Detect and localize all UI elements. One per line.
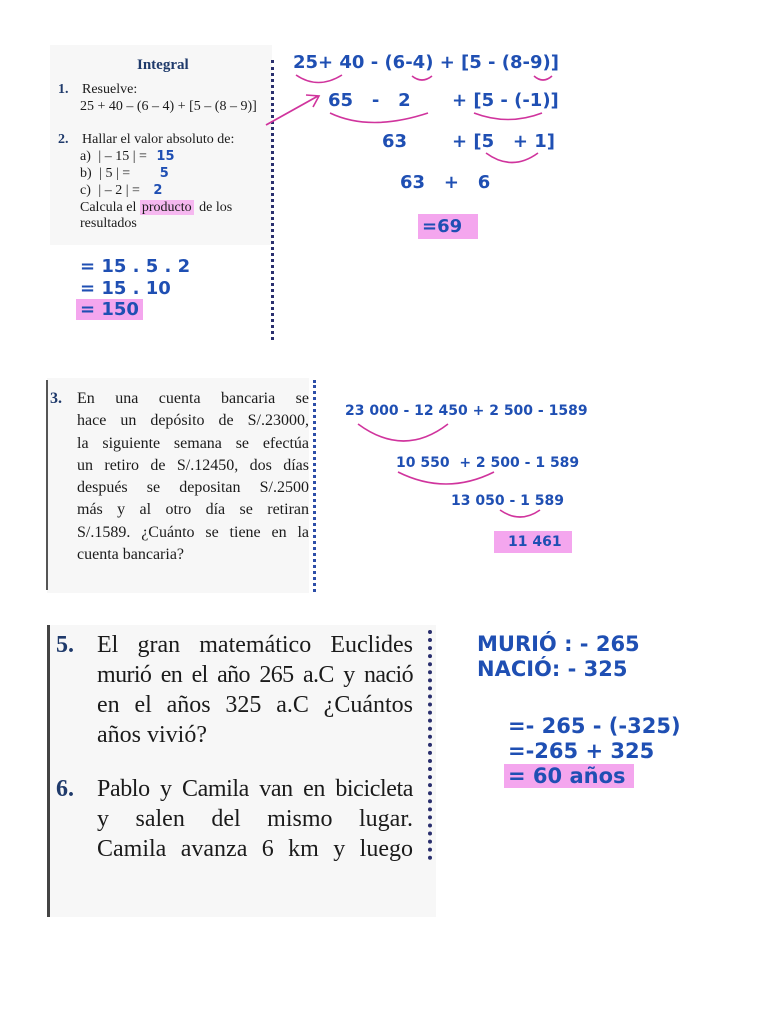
solution-line-3a: 63 <box>382 131 408 152</box>
calc-text: Calcula el <box>80 200 137 215</box>
item-answer: 15 <box>156 149 175 164</box>
solution-result: =69 <box>418 214 478 239</box>
question-number: 2. <box>58 132 69 147</box>
text-line: años vivió? <box>97 722 207 748</box>
brace-mark <box>534 76 552 80</box>
brace-mark <box>358 424 448 441</box>
brace-mark <box>412 76 432 80</box>
text-line: un retiro de S/.12450, dos días <box>77 456 309 474</box>
solution-line-2b: + [5 - (-1)] <box>452 90 559 111</box>
years-step-2: =-265 + 325 <box>508 739 655 763</box>
years-step-1: =- 265 - (-325) <box>508 714 681 738</box>
product-result: = 150 <box>76 299 143 320</box>
bank-line-2: 10 550 + 2 500 - 1 589 <box>396 455 580 471</box>
text-line: después se depositan S/.2500 <box>77 479 309 497</box>
solution-line-2a: 65 - 2 <box>328 90 411 111</box>
bank-line-1: 23 000 - 12 450 + 2 500 - 1589 <box>345 403 588 419</box>
question-6-number: 6. <box>56 776 74 802</box>
text-line: S/.1589. ¿Cuánto se tiene en la <box>77 523 309 541</box>
item-answer: 5 <box>159 166 169 181</box>
solution-line-1: 25+ 40 - (6-4) + [5 - (8-9)] <box>293 52 559 73</box>
text-line: El gran matemático Euclides <box>97 632 413 658</box>
item-label: a) <box>80 149 91 164</box>
divider-dotted <box>428 630 432 860</box>
product-line-2: = 15 . 10 <box>80 278 171 299</box>
brace-mark <box>474 113 542 120</box>
text-line: hace un depósito de S/.23000, <box>77 412 309 430</box>
item-expression: | – 15 | = <box>98 149 147 164</box>
text-line: la siguiente semana se efectúa <box>77 434 309 452</box>
question-text: Hallar el valor absoluto de: <box>82 132 235 147</box>
question-5-text <box>97 630 413 750</box>
calc-text: de los <box>199 200 233 215</box>
question-5-number: 5. <box>56 632 74 658</box>
annotation-marks-1 <box>0 0 768 260</box>
solution-line-4: 63 + 6 <box>400 172 491 193</box>
item-expression: | – 2 | = <box>98 183 140 198</box>
brace-mark <box>500 510 540 517</box>
text-line: cuenta bancaria? <box>77 546 185 564</box>
highlighted-word: producto <box>141 200 192 215</box>
solution-line-3b: + [5 + 1] <box>452 131 555 152</box>
birth-year: NACIÓ: - 325 <box>477 657 628 681</box>
calc-instruction-line2: resultados <box>80 216 137 231</box>
brace-mark <box>330 113 428 123</box>
arrow-line <box>266 96 318 125</box>
brace-mark <box>296 75 342 83</box>
question-text: Resuelve: <box>82 82 138 97</box>
brace-mark <box>398 472 494 484</box>
left-margin-rule <box>47 625 50 917</box>
text-line: murió en el año 265 a.C y nació <box>97 662 413 688</box>
bank-line-3: 13 050 - 1 589 <box>451 493 564 509</box>
text-line: Pablo y Camila van en bicicleta <box>97 776 413 802</box>
question-1-expression: 25 + 40 – (6 – 4) + [5 – (8 – 9)] <box>80 99 257 114</box>
section-title: Integral <box>137 57 189 73</box>
text-line: y salen del mismo lugar. <box>97 806 413 832</box>
product-line-1: = 15 . 5 . 2 <box>80 256 191 277</box>
item-answer: 2 <box>153 183 163 198</box>
brace-mark <box>486 153 538 163</box>
death-year: MURIÓ : - 265 <box>477 632 640 656</box>
annotation-marks-2 <box>0 400 768 540</box>
bank-result: 11 461 <box>494 531 572 553</box>
text-line: en el años 325 a.C ¿Cuántos <box>97 692 413 718</box>
item-expression: | 5 | = <box>99 166 131 181</box>
item-label: b) <box>80 166 92 181</box>
text-line: más y al otro día se retiran <box>77 501 309 519</box>
question-number: 1. <box>58 82 69 97</box>
question-6-text <box>97 774 413 864</box>
text-line: Camila avanza 6 km y luego <box>97 836 413 862</box>
item-label: c) <box>80 183 91 198</box>
question-number: 3. <box>50 390 62 407</box>
text-line: En una cuenta bancaria se <box>77 390 309 407</box>
years-result: = 60 años <box>504 764 634 788</box>
